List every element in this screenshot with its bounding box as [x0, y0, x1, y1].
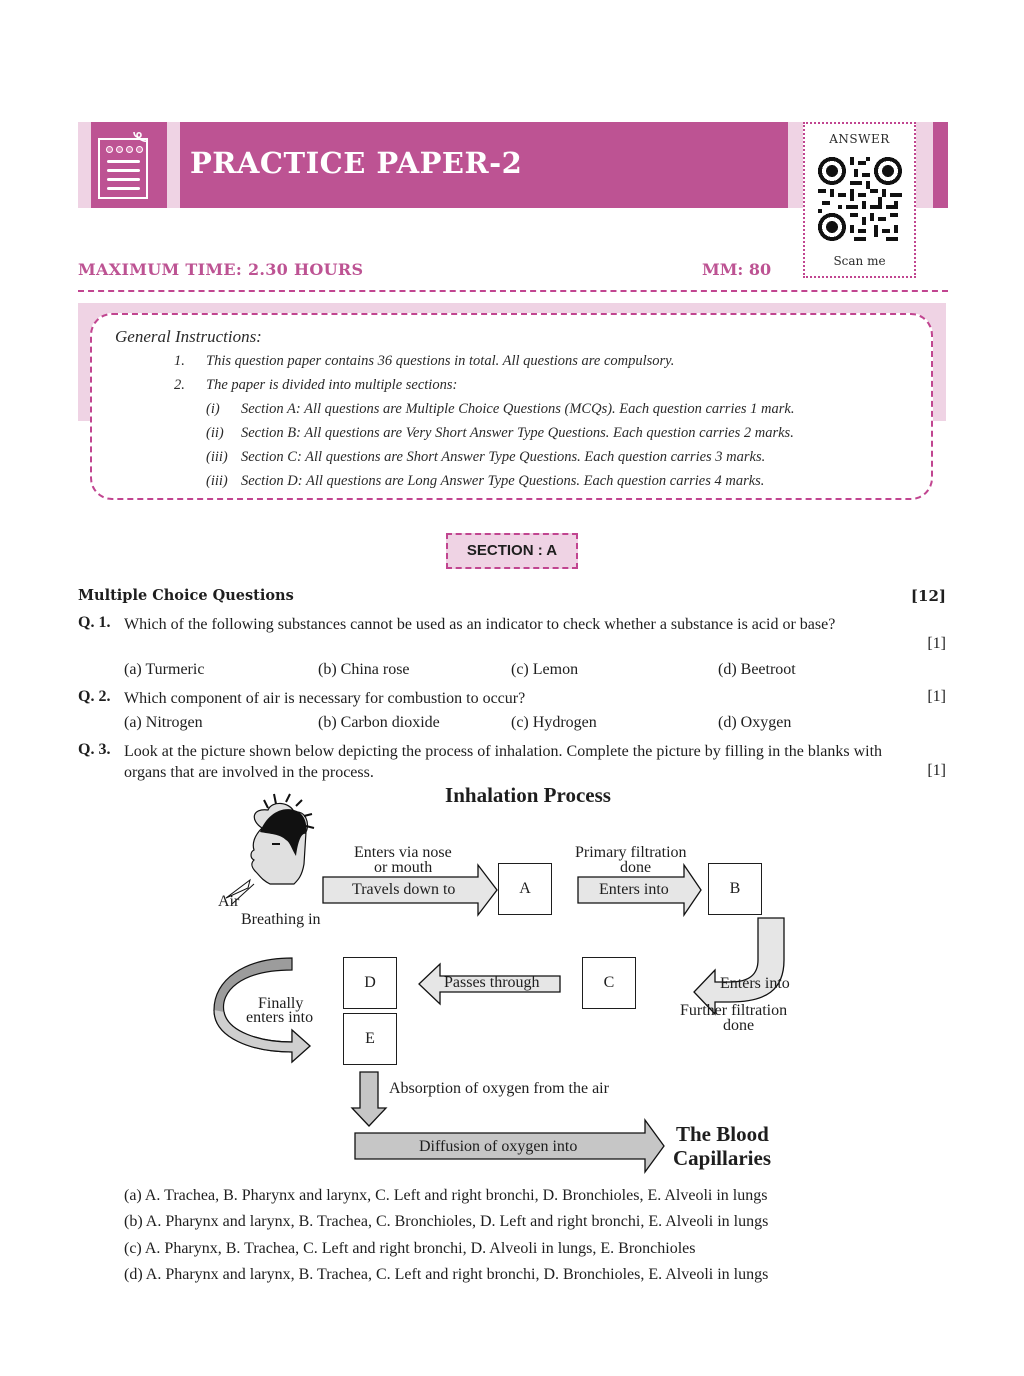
option-b[interactable]: (b) China rose	[318, 661, 410, 678]
primary-filtration-label: Primary filtration	[575, 844, 687, 861]
air-label: Air	[218, 893, 240, 910]
qr-code-icon[interactable]	[818, 157, 902, 241]
question-marks: [1]	[927, 635, 946, 652]
question-text: Which component of air is necessary for combustion to occur?	[124, 690, 526, 707]
inhalation-diagram	[210, 780, 820, 1180]
instruction-text: This question paper contains 36 questions in total. All questions are compulsory.	[206, 353, 675, 369]
finally-enters-label: enters into	[246, 1009, 314, 1026]
header-accent-strip	[167, 122, 180, 208]
primary-filtration-label: done	[620, 859, 652, 876]
qr-top-label: ANSWER	[829, 132, 890, 146]
option-d[interactable]: (d) Oxygen	[718, 714, 792, 731]
further-filtration-label: Further filtration	[680, 1002, 788, 1019]
further-filtration-label: done	[723, 1017, 755, 1034]
blank-box-d: D	[343, 957, 397, 1009]
sub-instruction-text: Section D: All questions are Long Answer Type Questions. Each question carries 4 marks.	[241, 473, 765, 489]
instructions-heading: General Instructions:	[115, 327, 262, 346]
section-badge: SECTION : A	[446, 533, 578, 569]
question-marks: [1]	[927, 688, 946, 705]
sub-instruction-text: Section A: All questions are Multiple Choice Questions (MCQs). Each question carries 1 mark.	[241, 401, 795, 417]
option-a[interactable]: (a) Nitrogen	[124, 714, 203, 731]
travels-down-label: Travels down to	[352, 881, 456, 898]
question-marks: [1]	[927, 762, 946, 779]
blank-box-c: C	[582, 957, 636, 1009]
diagram-title: Inhalation Process	[445, 783, 611, 807]
question-paper-icon	[98, 138, 148, 199]
enters-into-label: Enters into	[599, 881, 669, 898]
enters-into-label: Enters into	[720, 975, 790, 992]
header-accent-strip	[78, 122, 91, 208]
enters-nose-label: Enters via nose	[354, 844, 452, 861]
max-marks: MM: 80	[702, 260, 772, 279]
max-time: MAXIMUM TIME: 2.30 HOURS	[78, 260, 364, 279]
question-number: Q. 2.	[78, 688, 111, 705]
sub-instruction-text: Section C: All questions are Short Answer Type Questions. Each question carries 3 marks.	[241, 449, 766, 465]
person-breathing-icon	[226, 794, 314, 904]
blank-box-b: B	[708, 863, 762, 915]
finally-enters-label: Finally	[258, 995, 304, 1012]
instruction-number: 1.	[174, 353, 185, 369]
question-number: Q. 1.	[78, 614, 111, 631]
blood-capillaries-label: Capillaries	[673, 1146, 771, 1170]
question-text: Which of the following substances cannot be used as an indicator to check whether a substance is acid or base?	[124, 616, 836, 633]
section-marks: [12]	[910, 587, 946, 605]
header-accent-strip	[933, 122, 948, 208]
page-title: PRACTICE PAPER-2	[190, 146, 523, 180]
option-a[interactable]: (a) A. Trachea, B. Pharynx and larynx, C. Left and right bronchi, D. Bronchioles, E. Alveoli in lungs	[124, 1187, 768, 1204]
sub-instruction-number: (iii)	[206, 449, 228, 465]
option-d[interactable]: (d) Beetroot	[718, 661, 796, 678]
option-b[interactable]: (b) A. Pharynx and larynx, B. Trachea, C. Bronchioles, D. Left and right bronchi, E. Alveoli in lungs	[124, 1213, 769, 1230]
blank-box-e: E	[343, 1013, 397, 1065]
diffusion-label: Diffusion of oxygen into	[419, 1138, 578, 1155]
blood-capillaries-label: The Blood	[676, 1122, 769, 1146]
instruction-text: The paper is divided into multiple sections:	[206, 377, 458, 393]
option-c[interactable]: (c) Lemon	[511, 661, 579, 678]
qr-bottom-label: Scan me	[833, 254, 886, 268]
sub-instruction-number: (i)	[206, 401, 220, 417]
option-d[interactable]: (d) A. Pharynx and larynx, B. Trachea, C. Left and right bronchi, D. Bronchioles, E. Alveoli in lungs	[124, 1266, 769, 1283]
option-c[interactable]: (c) Hydrogen	[511, 714, 597, 731]
blank-box-a: A	[498, 863, 552, 915]
section-heading: Multiple Choice Questions	[78, 587, 294, 604]
question-text: Look at the picture shown below depicting the process of inhalation. Complete the picture by filling in the blanks with organs that are involved in the process.	[124, 743, 883, 781]
question-number: Q. 3.	[78, 741, 111, 758]
sub-instruction-text: Section B: All questions are Very Short Answer Type Questions. Each question carries 2 marks.	[241, 425, 794, 441]
divider	[78, 290, 948, 292]
paper-clip-icon	[131, 130, 149, 144]
breathing-label: Breathing in	[241, 911, 321, 928]
option-c[interactable]: (c) A. Pharynx, B. Trachea, C. Left and right bronchi, D. Alveoli in lungs, E. Bronchioles	[124, 1240, 696, 1257]
sub-instruction-number: (iii)	[206, 473, 228, 489]
instruction-number: 2.	[174, 377, 185, 393]
enters-nose-label: or mouth	[374, 859, 433, 876]
option-a[interactable]: (a) Turmeric	[124, 661, 205, 678]
absorption-label: Absorption of oxygen from the air	[389, 1080, 609, 1097]
option-b[interactable]: (b) Carbon dioxide	[318, 714, 440, 731]
sub-instruction-number: (ii)	[206, 425, 224, 441]
answer-qr-card[interactable]	[803, 122, 916, 278]
passes-through-label: Passes through	[444, 974, 540, 991]
